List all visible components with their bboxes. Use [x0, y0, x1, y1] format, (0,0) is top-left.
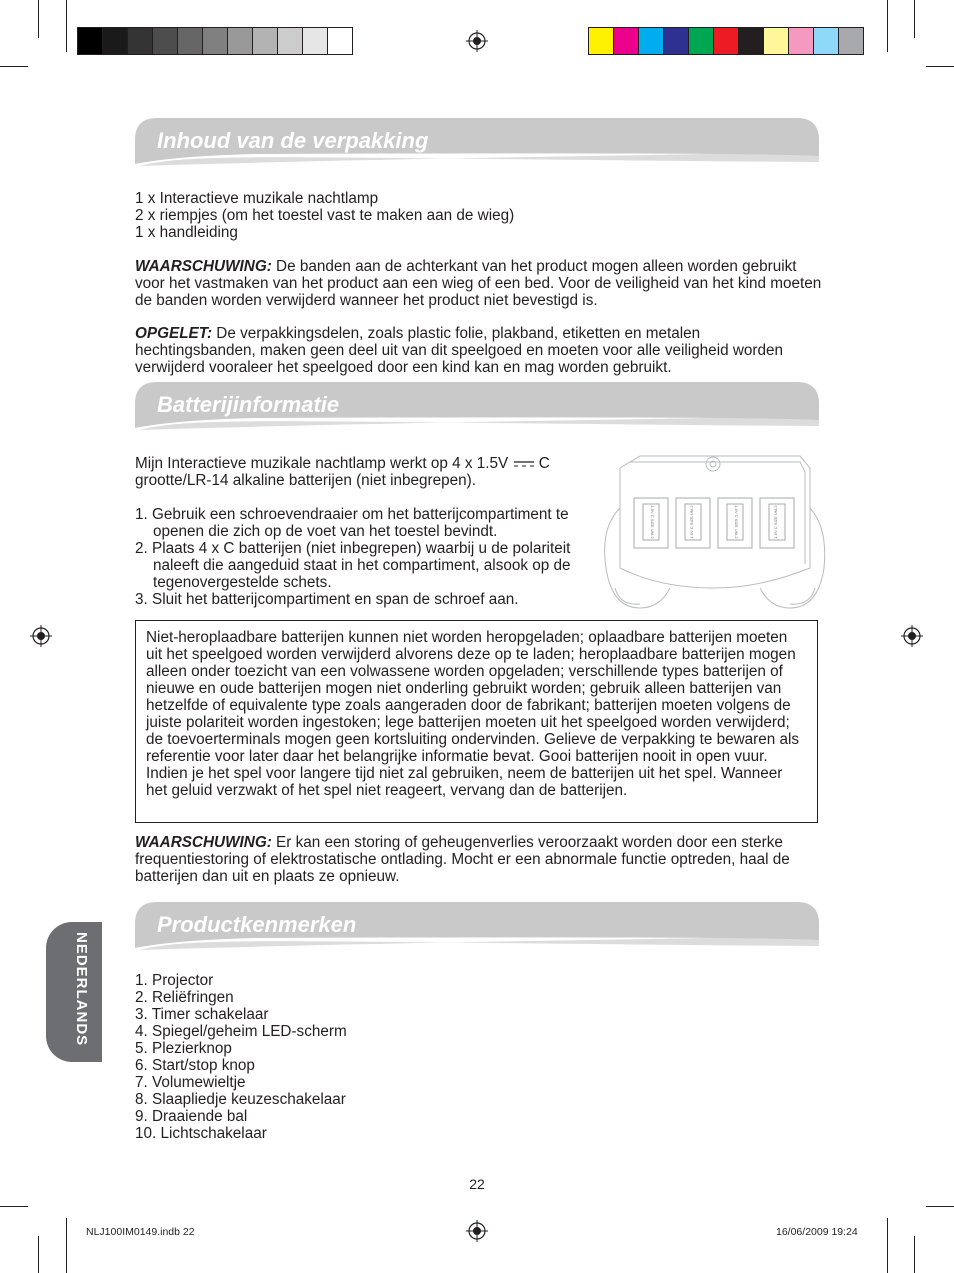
grayscale-swatch	[303, 28, 328, 54]
process-color-swatch	[614, 28, 639, 54]
warning-text: De banden aan de achterkant van het product mogen alleen worden gebruikt voor het vastmaken van het product aan een wieg of een bed. Voor de veiligheid van het kind moeten de banden worden verwijderd wanneer het product niet bevestigd is.	[135, 258, 822, 309]
grayscale-swatch	[103, 28, 128, 54]
list-item: 4. Spiegel/geheim LED-scherm	[135, 1023, 347, 1040]
grayscale-swatch	[128, 28, 153, 54]
list-item: 5. Plezierknop	[135, 1040, 232, 1057]
process-color-swatch	[764, 28, 789, 54]
crop-mark	[926, 1206, 954, 1207]
process-color-swatch	[814, 28, 839, 54]
section-title: Inhoud van de verpakking	[157, 128, 429, 153]
file-slug: NLJ100IM0149.indb 22	[86, 1226, 195, 1238]
date-slug: 16/06/2009 19:24	[776, 1226, 858, 1238]
list-item: 6. Start/stop knop	[135, 1057, 255, 1074]
process-color-swatch	[839, 28, 863, 54]
registration-mark-icon	[901, 625, 923, 647]
grayscale-swatch	[328, 28, 352, 54]
crop-mark	[914, 1236, 915, 1273]
crop-mark	[926, 66, 954, 67]
battery-cell-label: 1.5V C SIZE UM-2	[650, 505, 655, 539]
battery-cell	[718, 498, 752, 548]
battery-cell	[634, 498, 668, 548]
process-color-bar	[588, 27, 864, 55]
registration-mark-icon	[466, 1220, 488, 1242]
grayscale-swatch	[203, 28, 228, 54]
section-title: Batterijinformatie	[157, 392, 340, 417]
battery-intro	[135, 455, 595, 489]
process-color-swatch	[789, 28, 814, 54]
process-color-swatch	[589, 28, 614, 54]
grayscale-swatch	[78, 28, 103, 54]
battery-cell-label: 1.5V C SIZE UM-2	[734, 505, 739, 539]
notice-text: Niet-heroplaadbare batterijen kunnen niet worden heropgeladen; oplaadbare batterijen moeten uit het speelgoed worden verwijderd alvorens deze op te laden; heroplaadbare batterijen mogen alleen onder toezicht van een volwassene worden opgeladen; verschillende types batterijen of nieuwe en oude batterijen mogen niet onderling gebruikt worden; gebruik alleen batterijen van hetzelfde of equivalente type zoals aangeraden door de fabrikant; batterijen moeten volgens de juiste polariteit worden ingestoken; lege batterijen moeten uit het speelgoed worden verwijderd; de toevoerterminals mogen geen kortsluiting ondervinden. Gelieve de verpakking te bewaren als referentie voor later daar het belangrijke informatie bevat. Gooi batterijen nooit in open vuur. Indien je het spel voor langere tijd niet zal gebruiken, neem de batterijen uit het spel. Wanneer het geluid verzwakt of het spel niet reageert, vervang dan de batterijen.	[146, 629, 800, 799]
battery-cell	[760, 498, 794, 548]
caution-text: De verpakkingsdelen, zoals plastic folie, plakband, etiketten en metalen hechtingsbanden, maken geen deel uit van dit speelgoed en moeten voor alle veiligheid worden verwijderd vooraleer het speelgoed door een kind kan en mag worden gebruikt.	[135, 325, 784, 376]
crop-mark	[38, 1236, 39, 1273]
crop-mark	[887, 0, 888, 52]
contents-item: 1 x handleiding	[135, 224, 238, 241]
section-title: Productkenmerken	[157, 912, 357, 937]
battery-compartment-illustration	[600, 448, 828, 613]
list-item: 1. Gebruik een schroevendraaier om het batterijcompartiment te openen die zich op de voet van het toestel bevindt.	[135, 506, 569, 540]
crop-mark	[914, 0, 915, 38]
grayscale-swatch	[278, 28, 303, 54]
list-item: 9. Draaiende bal	[135, 1108, 248, 1125]
battery-intro-text: Mijn Interactieve muzikale nachtlamp werkt op 4 x 1.5V	[135, 455, 513, 472]
process-color-swatch	[739, 28, 764, 54]
battery-intro-text: C grootte/LR-14 alkaline batterijen (niet inbegrepen).	[135, 455, 550, 489]
grayscale-color-bar	[77, 27, 353, 55]
warning-text: Er kan een storing of geheugenverlies veroorzaakt worden door een sterke frequentiestoring of elektrostatische ontlading. Mocht er een abnormale functie optreden, haal de batterijen dan uit en plaats ze opnieuw.	[135, 834, 790, 885]
warning-label: WAARSCHUWING:	[135, 258, 272, 275]
registration-mark-icon	[30, 625, 52, 647]
language-tab-label: NEDERLANDS	[73, 932, 90, 1047]
list-item: 3. Timer schakelaar	[135, 1006, 269, 1023]
process-color-swatch	[639, 28, 664, 54]
list-item: 3. Sluit het batterijcompartiment en span de schroef aan.	[135, 591, 519, 608]
list-item: 2. Reliëfringen	[135, 989, 234, 1006]
registration-mark-icon	[466, 30, 488, 52]
language-tab	[46, 922, 102, 1062]
battery-safety-notice	[135, 620, 818, 823]
grayscale-swatch	[153, 28, 178, 54]
interference-warning	[135, 834, 825, 885]
process-color-swatch	[664, 28, 689, 54]
list-item: 8. Slaapliedje keuzeschakelaar	[135, 1091, 346, 1108]
list-item: 1. Projector	[135, 972, 214, 989]
crop-mark	[38, 0, 39, 38]
section-header-features	[135, 902, 819, 952]
list-item: 2. Plaats 4 x C batterijen (niet inbegrepen) waarbij u de polariteit naleeft die aangeduid staat in het compartiment, alsook op de tegenovergestelde schets.	[135, 540, 571, 591]
crop-mark	[0, 1206, 28, 1207]
features-list	[135, 972, 535, 1142]
battery-cell-label: 1.5V C SIZE UM-2	[773, 505, 778, 539]
contents-item: 2 x riempjes (om het toestel vast te maken aan de wieg)	[135, 207, 515, 224]
battery-cells	[634, 498, 794, 548]
section-header-battery	[135, 382, 819, 432]
grayscale-swatch	[178, 28, 203, 54]
contents-item: 1 x Interactieve muzikale nachtlamp	[135, 190, 379, 207]
section-header-contents	[135, 118, 819, 168]
process-color-swatch	[714, 28, 739, 54]
process-color-swatch	[689, 28, 714, 54]
grayscale-swatch	[253, 28, 278, 54]
crop-mark	[66, 1218, 67, 1273]
strap-warning	[135, 258, 825, 309]
contents-list	[135, 190, 825, 241]
page-number: 22	[469, 1176, 485, 1192]
grayscale-swatch	[228, 28, 253, 54]
list-item: 7. Volumewieltje	[135, 1074, 246, 1091]
list-item: 10. Lichtschakelaar	[135, 1125, 267, 1142]
battery-cell	[676, 498, 710, 548]
packaging-caution	[135, 325, 825, 376]
crop-mark	[66, 0, 67, 52]
crop-mark	[887, 1218, 888, 1273]
warning-label: WAARSCHUWING:	[135, 834, 272, 851]
battery-cell-label: 1.5V C SIZE UM-2	[689, 505, 694, 539]
crop-mark	[0, 66, 28, 67]
battery-steps	[135, 506, 597, 608]
caution-label: OPGELET:	[135, 325, 213, 342]
dc-symbol-icon	[513, 459, 535, 469]
